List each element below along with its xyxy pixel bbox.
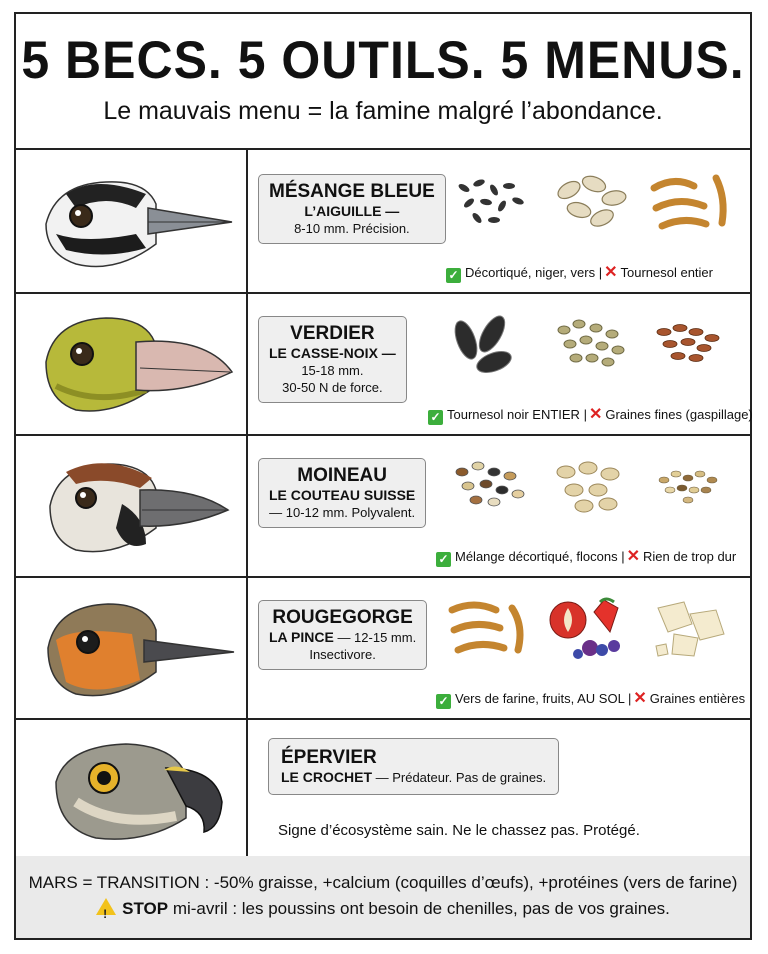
hulled-seeds-icon [444,168,534,238]
page-subtitle: Le mauvais menu = la famine malgré l’abondance. [103,97,663,125]
fruits-icon [544,594,634,664]
bird-tool: LE CROCHET [281,769,372,785]
robin-head-illustration [36,590,236,704]
sparrow-head-illustration [36,448,236,562]
sparrowhawk-head-illustration [36,732,236,846]
hulled-mix-icon [644,452,734,522]
warning-icon: ! [96,898,116,915]
footer-line-2: mi-avril : les poussins ont besoin de chenilles, pas de vos graines. [168,899,670,918]
bird-desc-2: Insectivore. [309,647,376,662]
footer-line-1: MARS = TRANSITION : -50% graisse, +calcium (coquilles d’œufs), +protéines (vers de farine) [28,873,738,892]
bird-desc: — Prédateur. Pas de graines. [372,770,547,785]
bird-tool: LA PINCE [269,629,334,645]
cross-icon: ✕ [633,690,647,707]
bird-name: VERDIER [290,323,375,344]
bird-label [258,174,446,244]
blue-tit-head-illustration [36,164,236,278]
check-icon: ✓ [436,694,451,709]
bird-tool: LE COUTEAU SUISSE [269,487,416,503]
footer [16,856,750,938]
bird-row-moineau [16,434,750,578]
bird-note: Signe d’écosystème sain. Ne le chassez pas. Protégé. [278,822,640,839]
bird-name: ROUGEGORGE [272,607,413,628]
fine-seeds-icon [544,310,634,380]
bird-tool: LE CASSE-NOIX — [269,345,396,361]
bird-row-epervier [16,718,750,858]
bird-label [258,600,427,670]
diet-rule: ✓ Décortiqué, niger, vers | ✕ Tournesol entier [446,262,713,283]
bird-desc: 15-18 mm. [301,363,364,378]
bird-label [258,316,407,403]
bird-desc: — 10-12 mm. Polyvalent. [269,505,416,520]
black-sunflower-icon [444,310,534,380]
diet-rule: ✓ Vers de farine, fruits, AU SOL | ✕ Graines entières [436,688,745,709]
greenfinch-head-illustration [36,306,236,420]
bird-tool: L’AIGUILLE — [304,203,400,219]
check-icon: ✓ [446,268,461,283]
hulled-sunflower-icon [544,168,634,238]
mealworms-icon [444,594,534,664]
check-icon: ✓ [428,410,443,425]
cross-icon: ✕ [604,264,618,281]
seed-mix-icon [444,452,534,522]
diet-rule: ✓ Mélange décortiqué, flocons | ✕ Rien de trop dur [436,546,736,567]
check-icon: ✓ [436,552,451,567]
cross-icon: ✕ [588,406,603,423]
bird-row-verdier [16,292,753,436]
oat-flakes-icon [544,452,634,522]
bird-name: MÉSANGE BLEUE [269,181,435,202]
bird-label [258,458,426,528]
suet-icon [644,594,734,664]
bird-desc-2: 30-50 N de force. [282,380,383,395]
header [16,14,750,150]
bird-name: MOINEAU [297,465,387,486]
bird-row-mesange [16,150,750,294]
infographic [14,12,752,940]
mealworms-icon [644,168,734,238]
cross-icon: ✕ [626,548,641,565]
bird-desc: 8-10 mm. Précision. [294,221,410,236]
bird-name: ÉPERVIER [281,747,377,768]
stop-label: STOP [122,899,169,918]
flax-seeds-icon [644,310,734,380]
bird-label [268,738,559,795]
page-title: 5 BECS. 5 OUTILS. 5 MENUS. [21,30,745,90]
bird-row-rougegorge [16,576,750,720]
diet-rule: ✓ Tournesol noir ENTIER | ✕ Graines fines (gaspillage) [428,404,753,425]
bird-desc: — 12-15 mm. [333,630,417,645]
